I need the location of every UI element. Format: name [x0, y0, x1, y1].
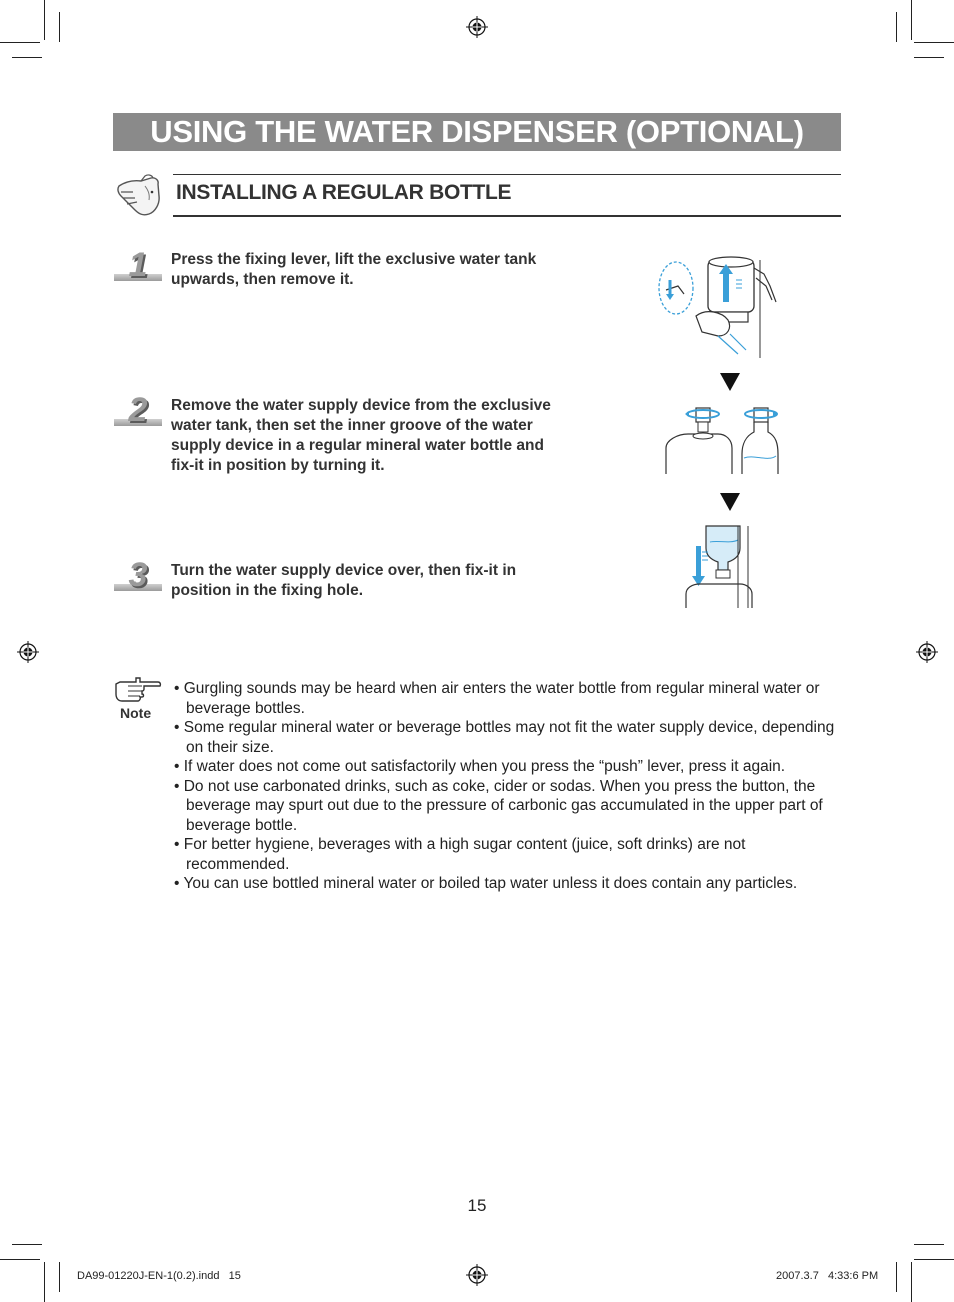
- step-text: Turn the water supply device over, then fix-it in position in the fixing hole.: [171, 562, 517, 599]
- registration-mark-icon: [17, 641, 39, 663]
- timestamp-slug: 2007.3.7 4:33:6 PM: [776, 1270, 879, 1282]
- supply-device-illustration: [664, 402, 784, 478]
- list-item: • Some regular mineral water or beverage bottles may not fit the water supply device, depending on their size.: [174, 719, 835, 756]
- registration-mark-icon: [466, 1264, 488, 1286]
- crop-mark: [914, 1244, 944, 1245]
- note-label: Note: [120, 705, 152, 721]
- note-list: [174, 679, 844, 894]
- crop-mark: [914, 42, 954, 43]
- step-number: 2: [116, 393, 160, 429]
- crop-mark: [44, 0, 45, 40]
- crop-mark: [911, 1262, 912, 1302]
- list-item: • You can use bottled mineral water or boiled tap water unless it does contain any particles.: [174, 875, 798, 892]
- pointing-hand-icon: [115, 172, 165, 218]
- registration-mark-icon: [916, 641, 938, 663]
- step-number: 1: [116, 248, 160, 284]
- crop-mark: [59, 1262, 60, 1292]
- crop-mark: [896, 12, 897, 42]
- list-item: • For better hygiene, beverages with a high sugar content (juice, soft drinks) are not recommended.: [174, 836, 746, 873]
- page-title: USING THE WATER DISPENSER (OPTIONAL): [113, 113, 841, 151]
- section-title: INSTALLING A REGULAR BOTTLE: [176, 181, 512, 204]
- step-text: Press the fixing lever, lift the exclusive water tank upwards, then remove it.: [171, 251, 537, 288]
- crop-mark: [12, 57, 42, 58]
- file-slug: DA99-01220J-EN-1(0.2).indd 15: [77, 1270, 241, 1282]
- crop-mark: [896, 1262, 897, 1292]
- bottle-install-illustration: [682, 522, 762, 610]
- list-item: • Do not use carbonated drinks, such as coke, cider or sodas. When you press the button, the beverage may spurt out due to the pressure of carbonic gas accumulated in the upper part of beverage bottle.: [174, 777, 823, 834]
- crop-mark: [12, 1244, 42, 1245]
- registration-mark-icon: [466, 16, 488, 38]
- pointing-finger-icon: [114, 676, 162, 704]
- list-item: • Gurgling sounds may be heard when air enters the water bottle from regular mineral water or beverage bottles.: [174, 680, 820, 717]
- crop-mark: [0, 42, 40, 43]
- list-item: • If water does not come out satisfactorily when you press the “push” lever, press it again.: [174, 758, 786, 775]
- step-arrow-icon: [720, 493, 740, 511]
- section-heading: [173, 174, 841, 217]
- crop-mark: [0, 1259, 40, 1260]
- step-number: 3: [116, 558, 160, 594]
- crop-mark: [59, 12, 60, 42]
- page-number: 15: [467, 1196, 487, 1215]
- crop-mark: [914, 57, 944, 58]
- crop-mark: [44, 1262, 45, 1302]
- tank-removal-illustration: [656, 250, 786, 360]
- step-arrow-icon: [720, 373, 740, 391]
- step-text: Remove the water supply device from the exclusive water tank, then set the inner groove of the water supply device in a regular mineral water bottle and fix-it in position by turning it.: [171, 397, 551, 474]
- crop-mark: [911, 0, 912, 40]
- crop-mark: [914, 1259, 954, 1260]
